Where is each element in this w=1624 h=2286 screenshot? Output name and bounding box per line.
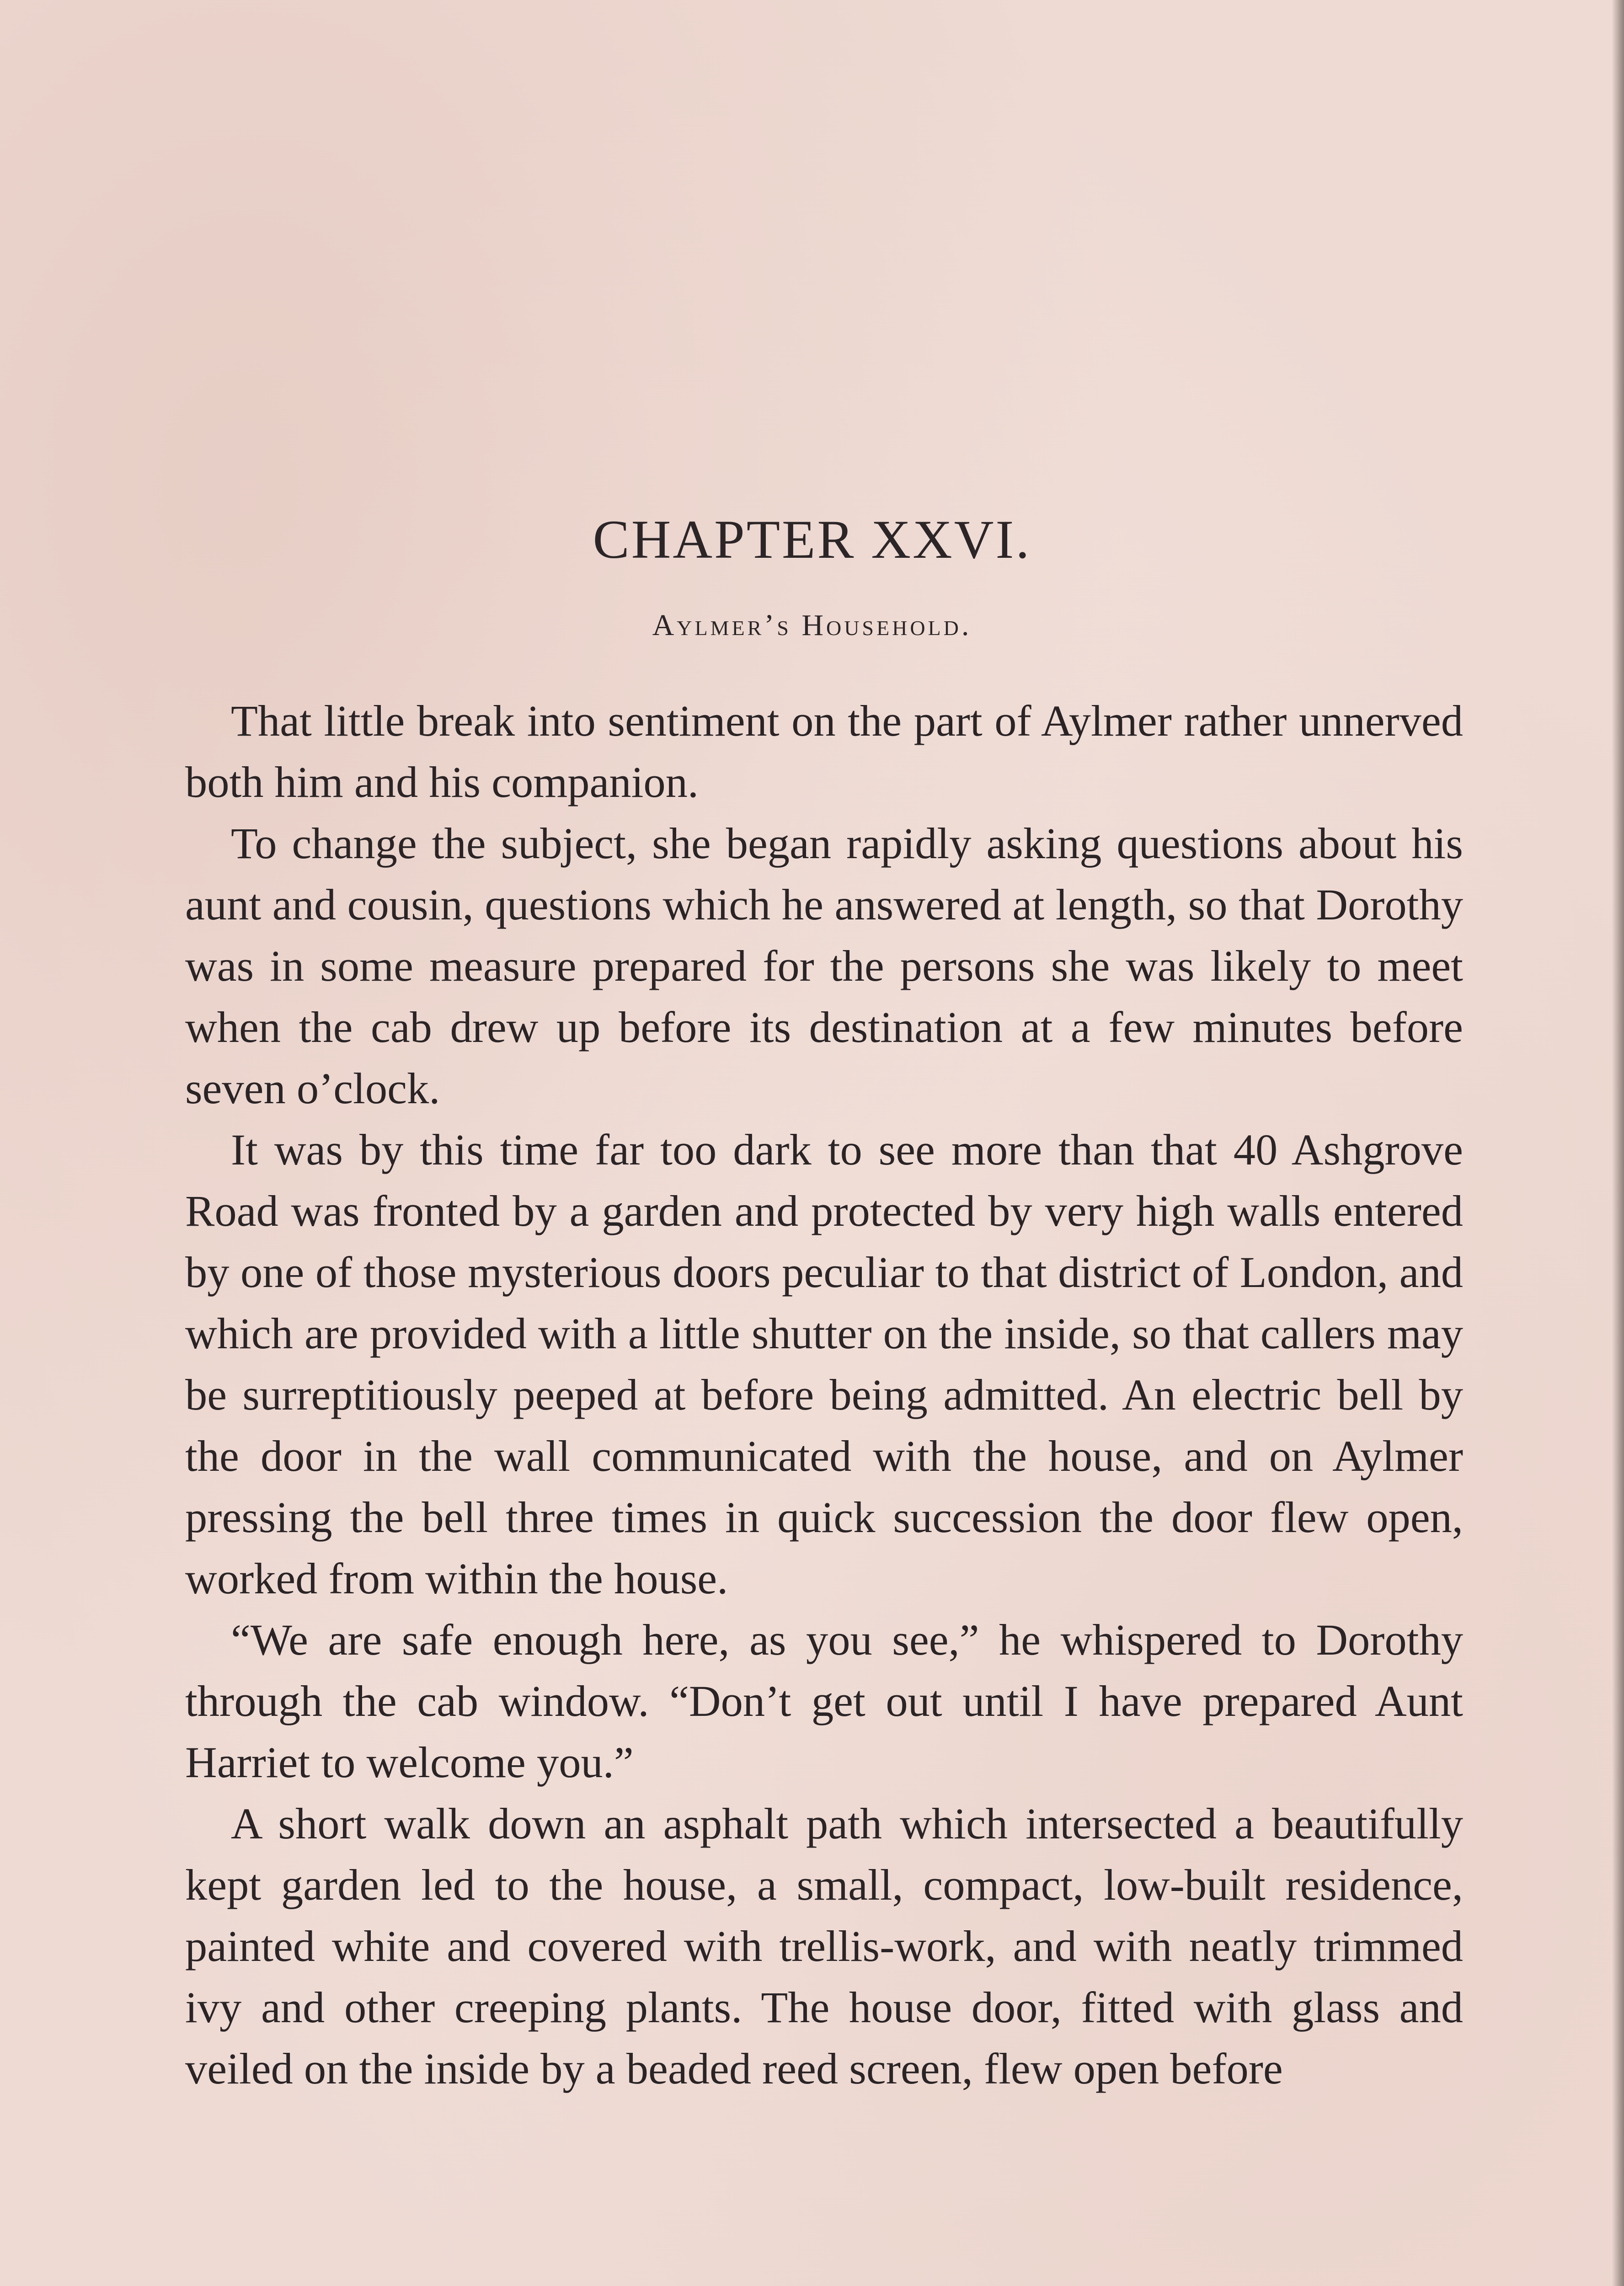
paragraph-4: “We are safe enough here, as you see,” he whispered to Dorothy through the cab window. “Don’t get out until I have prepared Aunt Harriet to welcome you.”	[185, 1615, 1463, 1787]
paragraph-2: To change the subject, she began rapidly asking questions about his aunt and cousin, questions which he answered at length, so that Dorothy was in some measure prepared for the persons she was likely to meet when the cab drew up before its destination at a few minutes before seven o’clock.	[185, 819, 1463, 1113]
page-edge-shadow	[1612, 0, 1624, 2286]
chapter-title: CHAPTER XXVI.	[593, 509, 1031, 570]
chapter-subtitle: Aylmer’s Household.	[652, 609, 972, 642]
chapter-body	[185, 690, 1463, 2099]
paragraph-3: It was by this time far too dark to see more than that 40 Ashgrove Road was fronted by a garden and protected by very high walls entered by one of those mysterious doors peculiar to that district of London, and which are provided with a little shutter on the inside, so that callers may be surreptitiously peeped at before being admitted. An electric bell by the door in the wall communicated with the house, and on Aylmer pressing the bell three times in quick succession the door flew open, worked from within the house.	[185, 1125, 1463, 1603]
paragraph-1: That little break into sentiment on the part of Aylmer rather unnerved both him and his companion.	[185, 696, 1463, 807]
paragraph-5: A short walk down an asphalt path which intersected a beautifully kept garden led to the house, a small, compact, low-built residence, painted white and covered with trellis-work, and with neatly trimmed ivy and other creeping plants. The house door, fitted with glass and veiled on the inside by a beaded reed screen, flew open before	[185, 1799, 1463, 2093]
